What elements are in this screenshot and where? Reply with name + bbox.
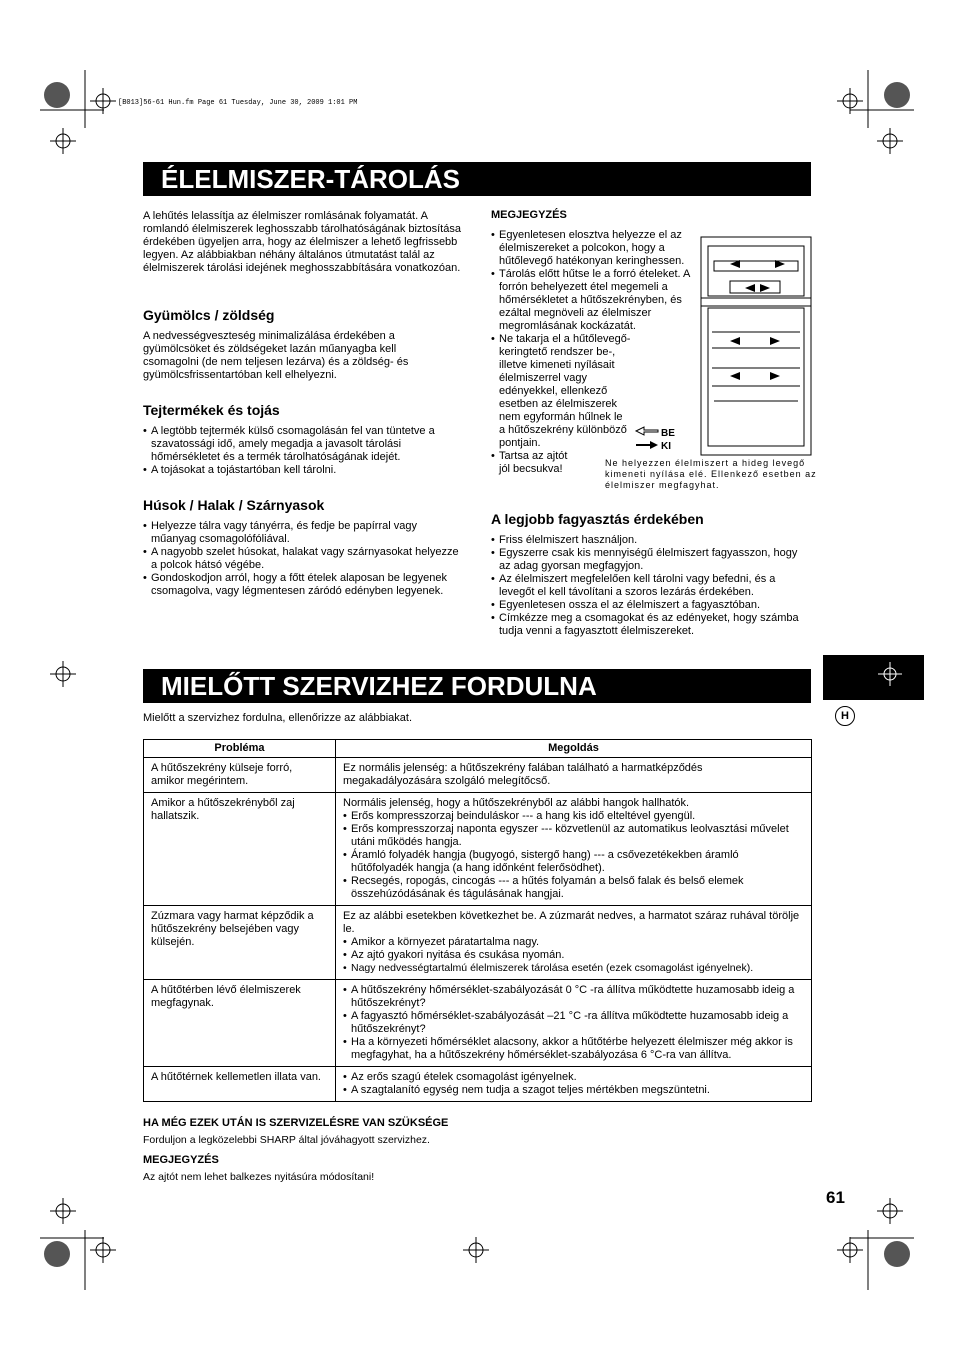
list-item: • Nagy nedvességtartalmú élelmiszerek tárolása esetén (ezek csomagolást igényelnek).	[343, 962, 804, 975]
list-item: • A nagyobb szelet húsokat, halakat vagy szárnyasokat helyezze a polcok hátsó végébe.	[143, 546, 461, 572]
table-row	[144, 906, 812, 980]
table-row	[144, 793, 812, 906]
list-item: • Recsegés, ropogás, cincogás --- a hűtés folyamán a belső falak és belső elemek összehúzódásának és tágulásának hangjai.	[343, 875, 804, 901]
solution-list	[343, 810, 804, 901]
section-title-storage: ÉLELMISZER-TÁROLÁS	[143, 162, 811, 196]
meat-list	[143, 520, 461, 598]
solution-lead: Ez az alábbi esetekben következhet be. A zúzmarát nedves, a harmatot száraz ruhával törölje le.	[343, 910, 800, 935]
list-item: • Egyenletesen elosztva helyezze el az élelmiszereket a polcokon, hogy a hűtőlevegő hatékonyan keringhessen.	[491, 229, 691, 268]
list-item: • Tárolás előtt hűtse le a forró ételeket. A forrón behelyezett étel megemeli a hőmérsékletet a hűtőszekrényben, és ezáltal megnöveli az élelmiszer megromlásának kockázatát.	[491, 268, 691, 333]
list-item: • Egyszerre csak kis mennyiségű élelmiszert fagyasszon, hogy az adag gyorsan megfagyjon.	[491, 547, 811, 573]
language-badge: H	[835, 706, 855, 726]
crosshair-icon	[823, 655, 924, 700]
list-item: • Az ajtó gyakori nyitása és csukása nyomán.	[343, 949, 804, 962]
list-item: • Az erős szagú ételek csomagolást igényelnek.	[343, 1071, 804, 1084]
dairy-heading: Tejtermékek és tojás	[143, 402, 280, 418]
airflow-legend-arrows	[634, 426, 660, 450]
legend-out-label: KI	[661, 441, 671, 452]
list-item: • A tojásokat a tojástartóban kell tárolni.	[143, 464, 461, 477]
solution-list	[343, 936, 804, 975]
figure-caption: Ne helyezzen élelmiszert a hideg levegő kimeneti nyílása elé. Ellenkező esetben az élelmiszer megfagyhat.	[605, 458, 817, 490]
problem-cell: A hűtőtérben lévő élelmiszerek megfagynak.	[144, 980, 336, 1067]
solution-lead: Normális jelenség, hogy a hűtőszekrényből az alábbi hangok hallhatók.	[343, 797, 690, 809]
service-heading: HA MÉG EZEK UTÁN IS SZERVIZELÉSRE VAN SZÜKSÉGE	[143, 1117, 449, 1129]
list-item: • A hűtőszekrény hőmérséklet-szabályozását 0 °C -ra állítva működtette huzamosabb ideig a hűtőszekrényt?	[343, 984, 804, 1010]
list-item: • Ne takarja el a hűtőlevegő-keringtető rendszer be-, illetve kimeneti nyílásait élelmiszerrel vagy edényekkel, ellenkező esetben az élelmiszerek nem egyformán hűlnek le a hűtőszekrény különböző pontjain.	[491, 333, 691, 450]
final-note-heading: MEGJEGYZÉS	[143, 1154, 219, 1166]
service-text: Forduljon a legközelebbi SHARP által jóváhagyott szervizhez.	[143, 1134, 430, 1146]
solution-list	[343, 984, 804, 1062]
solution-cell	[336, 758, 812, 793]
list-item: • Gondoskodjon arról, hogy a főtt ételek alaposan be legyenek csomagolva, vagy légmentesen záródó edényben legyenek.	[143, 572, 461, 598]
note-heading: MEGJEGYZÉS	[491, 209, 567, 221]
troubleshooting-table	[143, 739, 812, 1102]
list-item: • Címkézze meg a csomagokat és az edényeket, hogy számba tudja venni a fagyasztott élelmiszereket.	[491, 612, 811, 638]
problem-cell: Zúzmara vagy harmat képződik a hűtőszekrény belsejében vagy külsején.	[144, 906, 336, 980]
fridge-airflow-diagram	[700, 236, 814, 458]
fruit-heading: Gyümölcs / zöldség	[143, 307, 275, 323]
storage-intro: A lehűtés lelassítja az élelmiszer romlásának folyamatát. A romlandó élelmiszerek leghosszabb tárolhatóságának biztosítása érdekében ügyeljen arra, hogy az élelmiszer a lehető legfrissebb legyen. Az alábbiakban néhány általános útmutatást talál az élelmiszerek tárolási idejének meghosszabbítására vonatkozóan.	[143, 210, 461, 274]
list-item: • Amikor a környezet páratartalma nagy.	[343, 936, 804, 949]
file-info-header: [B013]56-61 Hun.fm Page 61 Tuesday, June 30, 2009 1:01 PM	[118, 99, 358, 107]
final-note-text: Az ajtót nem lehet balkezes nyitásúra módosítani!	[143, 1171, 375, 1183]
problem-cell: Amikor a hűtőszekrényből zaj hallatszik.	[144, 793, 336, 906]
list-item: • Erős kompresszorzaj beinduláskor --- a hang kis idő elteltével gyengül.	[343, 810, 804, 823]
list-item: • Ha a környezeti hőmérséklet alacsony, akkor a hűtőtérbe helyezett élelmiszer még akkor is megfagyhat, ha a hűtőszekrény hőmérséklet-szabályozása 6 °C-ra van állítva.	[343, 1036, 804, 1062]
solution-cell	[336, 793, 812, 906]
list-item: • Tartsa az ajtót jól becsukva!	[491, 450, 691, 476]
list-item: • Erős kompresszorzaj naponta egyszer --- közvetlenül az automatikus leolvasztási művelet utáni működés hangja.	[343, 823, 804, 849]
solution-cell	[336, 1067, 812, 1102]
problem-cell: A hűtőszekrény külseje forró, amikor megérintem.	[144, 758, 336, 793]
list-item: • Egyenletesen ossza el az élelmiszert a fagyasztóban.	[491, 599, 811, 612]
freeze-heading: A legjobb fagyasztás érdekében	[491, 511, 704, 527]
solution-list	[343, 1071, 804, 1097]
list-item: • Áramló folyadék hangja (bugyogó, sistergő hang) --- a csővezetékekben áramló hűtőfolyadék hangja (a hang időnként felerősödhet).	[343, 849, 804, 875]
table-row	[144, 758, 812, 793]
column-header-solution: Megoldás	[336, 740, 812, 758]
list-item: • A fagyasztó hőmérséklet-szabályozását –21 °C -ra állítva működtette huzamosabb ideig a hűtőszekrényt?	[343, 1010, 804, 1036]
column-header-problem: Probléma	[144, 740, 336, 758]
list-item: • A szagtalanító egység nem tudja a szagot teljes mértékben megszüntetni.	[343, 1084, 804, 1097]
solution-cell	[336, 980, 812, 1067]
list-item: • Az élelmiszert megfelelően kell tárolni vagy befedni, és a levegőt el kell távolítani a szoros lezárás érdekében.	[491, 573, 811, 599]
dairy-list	[143, 425, 461, 477]
list-item: • A legtöbb tejtermék külső csomagolásán fel van tüntetve a szavatossági idő, amely megadja a javasolt tárolási hőmérsékletet és a termék tárolhatóságának idejét.	[143, 425, 461, 464]
legend-in-label: BE	[661, 428, 675, 439]
fruit-text: A nedvességveszteség minimalizálása érdekében a gyümölcsöket és zöldségeket lazán műanyagba kell csomagolni (de nem teljesen lezárva) és a zöldség- és gyümölcsfrissentartóban kell elhelyezni.	[143, 330, 409, 381]
problem-cell: A hűtőtérnek kellemetlen illata van.	[144, 1067, 336, 1102]
list-item: • Helyezze tálra vagy tányérra, és fedje be papírral vagy műanyag csomagolófóliával.	[143, 520, 461, 546]
page-number: 61	[826, 1188, 845, 1207]
service-intro: Mielőtt a szervizhez fordulna, ellenőrizze az alábbiakat.	[143, 712, 413, 724]
list-item: • Friss élelmiszert használjon.	[491, 534, 811, 547]
solution-lead: Ez normális jelenség: a hűtőszekrény falában található a harmatképződés megakadályozására szolgáló melegítőcső.	[343, 762, 703, 787]
freeze-list	[491, 534, 811, 638]
table-row	[144, 1067, 812, 1102]
solution-cell	[336, 906, 812, 980]
table-row	[144, 980, 812, 1067]
meat-heading: Húsok / Halak / Szárnyasok	[143, 497, 325, 513]
section-title-service: MIELŐTT SZERVIZHEZ FORDULNA	[143, 669, 811, 703]
table-header-row	[144, 740, 812, 758]
language-tab	[823, 655, 924, 700]
